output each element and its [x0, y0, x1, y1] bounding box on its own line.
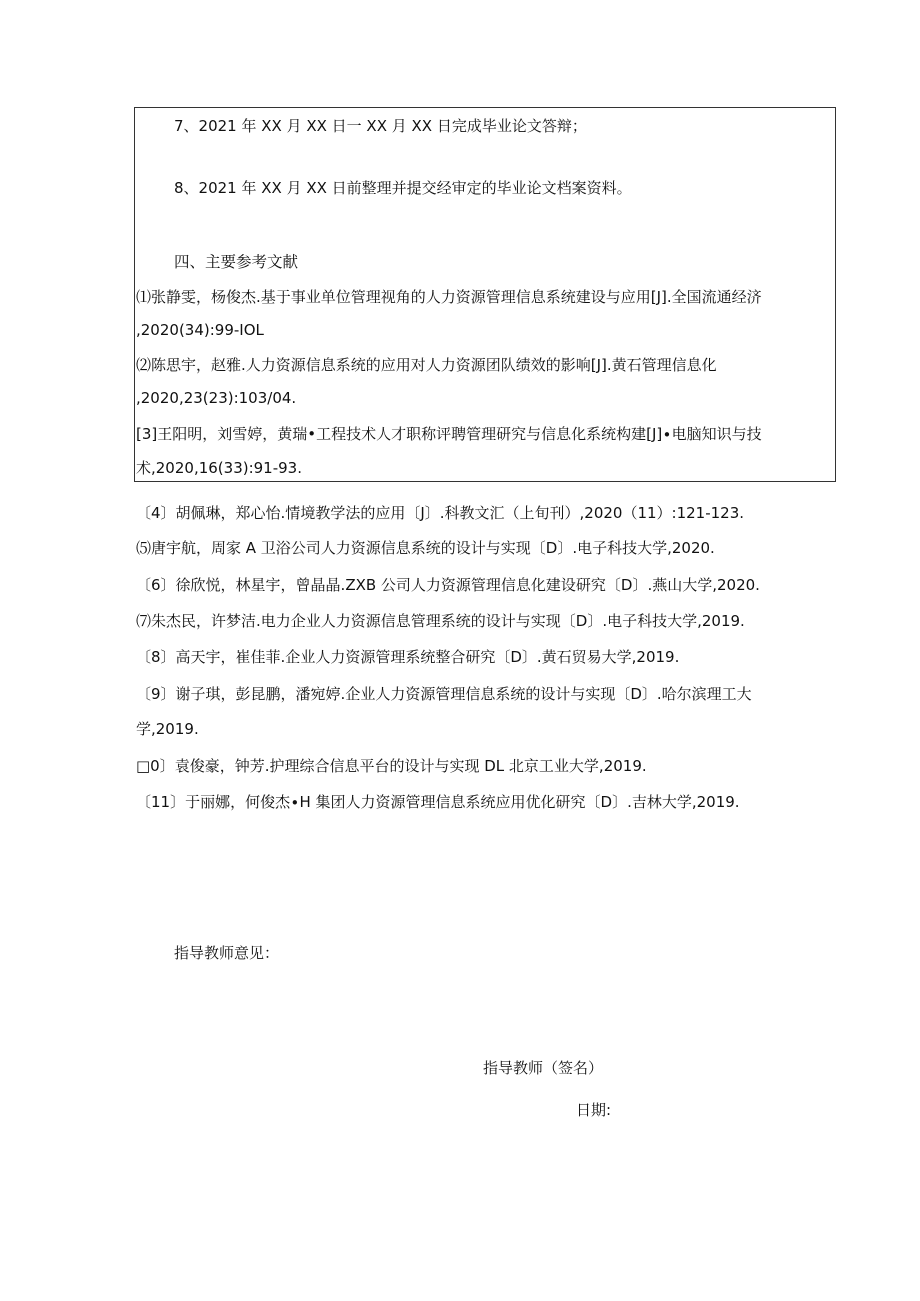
- advisor-opinion-label: 指导教师意见：: [174, 944, 280, 962]
- schedule-item-8: 8、2021 年 XX 月 XX 日前整理并提交经审定的毕业论文档案资料。: [174, 179, 632, 197]
- date-label: 日期:: [576, 1101, 612, 1119]
- reference-5: ⑸唐宇航，周家 A 卫浴公司人力资源信息系统的设计与实现〔D〕.电子科技大学,2020.: [136, 539, 715, 557]
- reference-9-line-2: 学,2019.: [136, 720, 199, 738]
- reference-8: 〔8〕高天宇，崔佳菲.企业人力资源管理系统整合研究〔D〕.黄石贸易大学,2019.: [136, 648, 680, 666]
- reference-10: □0〕袁俊豪，钟芳.护理综合信息平台的设计与实现 DL 北京工业大学,2019.: [136, 757, 647, 775]
- reference-11: 〔11〕于丽娜，何俊杰∙H 集团人力资源管理信息系统应用优化研究〔D〕.吉林大学,2019.: [136, 793, 740, 811]
- reference-6: 〔6〕徐欣悦，林星宇，曾晶晶.ZXB 公司人力资源管理信息化建设研究〔D〕.燕山大学,2020.: [136, 576, 760, 594]
- reference-2-line-2: ,2020,23(23):103/04.: [136, 389, 297, 407]
- reference-1-line-2: ,2020(34):99-IOL: [136, 321, 264, 339]
- references-heading: 四、主要参考文献: [174, 253, 299, 271]
- reference-2-line-1: ⑵陈思宇，赵雅.人力资源信息系统的应用对人力资源团队绩效的影响[J].黄石管理信息化: [136, 356, 717, 374]
- reference-4: 〔4〕胡佩琳，郑心怡.情境教学法的应用〔J〕.科教文汇（上旬刊）,2020（11）:121-123.: [136, 504, 745, 522]
- advisor-signature-label: 指导教师（签名）: [483, 1059, 604, 1077]
- reference-3-line-1: [3]王阳明，刘雪婷，黄瑞•工程技术人才职称评聘管理研究与信息化系统构建[J]∙电脑知识与技: [136, 425, 762, 443]
- schedule-item-7: 7、2021 年 XX 月 XX 日一 XX 月 XX 日完成毕业论文答辩；: [174, 117, 587, 135]
- reference-9-line-1: 〔9〕谢子琪，彭昆鹏，潘宛婷.企业人力资源管理信息系统的设计与实现〔D〕.哈尔滨理工大: [136, 685, 752, 703]
- reference-1-line-1: ⑴张静雯，杨俊杰.基于事业单位管理视角的人力资源管理信息系统建设与应用[J].全国流通经济: [136, 288, 762, 306]
- reference-3-line-2: 术,2020,16(33):91-93.: [136, 459, 302, 477]
- reference-7: ⑺朱杰民，许梦洁.电力企业人力资源信息管理系统的设计与实现〔D〕.电子科技大学,2019.: [136, 612, 745, 630]
